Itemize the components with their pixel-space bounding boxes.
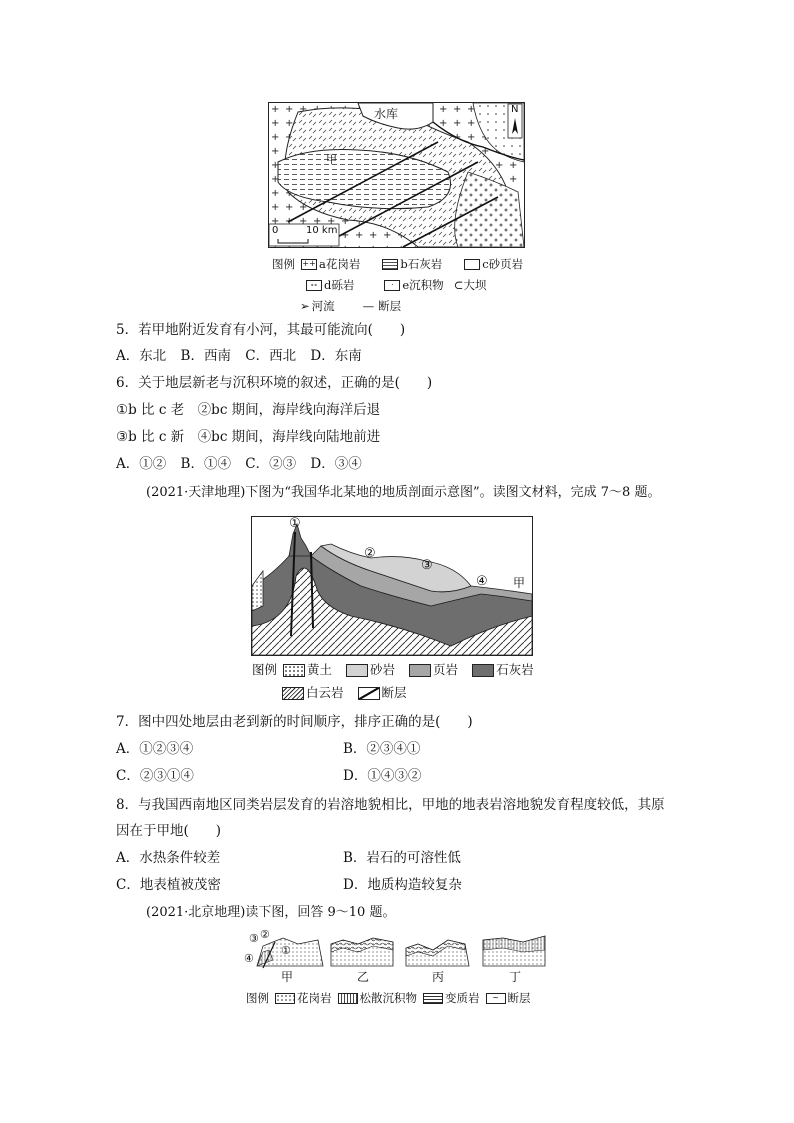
legend-item: 断层: [378, 299, 402, 313]
loess-swatch: [283, 664, 305, 677]
q7-option-c[interactable]: C．②③①④: [116, 768, 194, 784]
shale-swatch: [409, 664, 431, 677]
block-marker-4: ④: [244, 952, 254, 965]
section-legend-row2: [282, 686, 407, 700]
q7-stem: 7．图中四处地层由老到新的时间顺序，排序正确的是( ): [116, 714, 473, 730]
legend-item: b石灰岩: [400, 257, 443, 271]
geologic-map-figure: [268, 102, 525, 248]
q6-option-a[interactable]: A．①②: [116, 456, 167, 472]
q8-stem-cont: 因在于甲地( ): [116, 823, 222, 839]
legend-item: 砂岩: [370, 662, 396, 677]
legend-title: 图例: [272, 257, 295, 271]
q5-option-b[interactable]: B．西南: [180, 348, 231, 364]
legend-item: 断层: [381, 685, 407, 700]
q7-option-d[interactable]: D．①④③②: [343, 768, 422, 784]
q6-option-b[interactable]: B．①④: [180, 456, 231, 472]
legend-item: 石灰岩: [496, 662, 534, 677]
q8-option-a[interactable]: A．水热条件较差: [116, 850, 221, 866]
dolomite-swatch: [282, 687, 304, 700]
granite-swatch: [275, 993, 295, 1004]
block-marker-2: ②: [260, 928, 270, 941]
marker-2: ②: [364, 546, 376, 561]
legend-item: 页岩: [433, 662, 459, 677]
q6-statement-line1: ①b 比 c 老 ②bc 期间，海岸线向海洋后退: [116, 402, 381, 418]
legend-item: 变质岩: [445, 991, 480, 1005]
intro-beijing: (2021·北京地理)读下图，回答 9～10 题。: [146, 905, 396, 920]
legend-item: a花岗岩: [319, 257, 361, 271]
legend-item: e沉积物: [402, 278, 444, 292]
q6-option-c[interactable]: C．②③: [245, 456, 297, 472]
legend-item: d砾岩: [324, 278, 355, 292]
reservoir-label: 水库: [374, 107, 399, 121]
river-icon: ➢: [300, 299, 310, 313]
block-label-ding: 丁: [509, 970, 522, 984]
sediment-swatch: ·: [384, 280, 400, 291]
legend-item: 白云岩: [306, 685, 344, 700]
section-legend-row1: [252, 663, 534, 677]
fault-swatch: [358, 687, 380, 700]
legend-item: 松散沉积物: [359, 991, 417, 1005]
limestone-swatch: [472, 664, 494, 677]
fault-swatch: ~: [486, 993, 506, 1004]
q5-option-c[interactable]: C．西北: [245, 348, 297, 364]
legend-item: 断层: [507, 991, 531, 1005]
blocks-legend: [246, 991, 531, 1005]
marker-1: ①: [289, 516, 301, 531]
map-legend-row3: [300, 299, 401, 313]
limestone-swatch: [382, 259, 398, 270]
cross-section: [251, 516, 533, 656]
q5-stem: 5．若甲地附近发育有小河，其最可能流向( ): [116, 322, 406, 338]
block-label-bing: 丙: [432, 970, 445, 984]
legend-item: 黄土: [307, 662, 333, 677]
dam-icon: ⊂: [453, 278, 464, 292]
q8-option-b[interactable]: B．岩石的可溶性低: [343, 850, 461, 866]
intro-tianjin: (2021·天津地理)下图为“我国华北某地的地质剖面示意图”。读图文材料，完成 7～8 题。: [146, 485, 661, 500]
granite-swatch: ++: [302, 258, 316, 268]
marker-3: ③: [421, 558, 433, 573]
q6-option-d[interactable]: D．③④: [310, 456, 362, 472]
q7-option-b[interactable]: B．②③④①: [343, 741, 421, 757]
block-marker-3: ③: [249, 932, 259, 945]
legend-item: 花岗岩: [297, 991, 332, 1005]
north-label: N: [511, 104, 519, 115]
metamorphic-swatch: [423, 993, 443, 1004]
q5-option-d[interactable]: D．东南: [310, 348, 362, 364]
q5-options: [116, 347, 372, 365]
block-label-jia: 甲: [281, 970, 294, 984]
legend-item: c砂页岩: [482, 257, 524, 271]
map-legend-row2: [300, 278, 486, 292]
jia-label: 甲: [326, 153, 337, 166]
jia-label: 甲: [513, 576, 526, 590]
legend-item: 大坝: [463, 278, 487, 292]
conglomerate-swatch: ∘∘: [306, 280, 322, 291]
q8-stem: 8．与我国西南地区同类岩层发育的岩溶地貌相比，甲地的地表岩溶地貌发育程度较低，其原: [116, 797, 665, 813]
q6-statement-line2: ③b 比 c 新 ④bc 期间，海岸线向陆地前进: [116, 429, 381, 445]
cross-section-figure: [251, 516, 533, 656]
fault-line-icon: —: [362, 299, 375, 313]
sandstone-swatch: [346, 664, 368, 677]
legend-item: 河流: [311, 299, 335, 313]
scale-label: 10 km: [306, 225, 338, 236]
q8-option-d[interactable]: D．地质构造较复杂: [343, 877, 462, 893]
block-label-yi: 乙: [357, 970, 370, 984]
loose-sediment-swatch: [338, 993, 358, 1004]
block-marker-1: ①: [281, 944, 291, 957]
q8-option-c[interactable]: C．地表植被茂密: [116, 877, 221, 893]
scale-zero-label: 0: [272, 225, 279, 236]
q6-options: [116, 455, 372, 473]
sandy-shale-swatch: [464, 259, 480, 270]
map-legend-row1: [272, 257, 523, 271]
block-diagrams-figure: [243, 930, 553, 986]
legend-title: 图例: [252, 662, 278, 677]
marker-4: ④: [476, 574, 488, 589]
legend-title: 图例: [246, 991, 269, 1005]
q5-option-a[interactable]: A．东北: [116, 348, 167, 364]
q6-stem: 6．关于地层新老与沉积环境的叙述，正确的是( ): [116, 375, 433, 391]
q7-option-a[interactable]: A．①②③④: [116, 741, 194, 757]
